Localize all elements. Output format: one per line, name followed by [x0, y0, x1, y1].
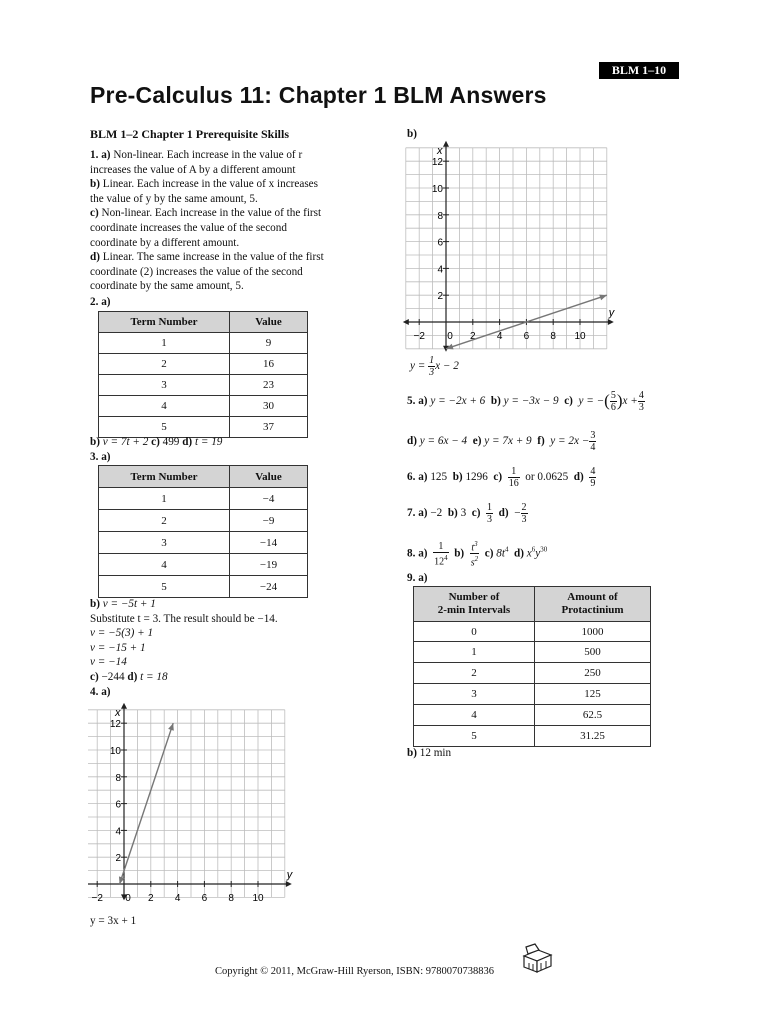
- q1-answer: 1. a) Non-linear. Each increase in the value of r increases the value of A by a different amount b) Linear. Each increase in the value of x increases the value of y by the same amount, 5. c) Non-linear. Each increase in the value of the first coordinate increases the value of the second coordinate by a different amount. d) Linear. The same increase in the value of the first coordinate (2) increases the value of the second coordinate by the same amount, 5.: [90, 149, 324, 293]
- table-row: 5 37: [99, 417, 308, 438]
- x-tick-label: 6: [201, 893, 208, 904]
- y-tick-label: 6: [115, 799, 121, 811]
- x-tick-label: −2: [413, 331, 425, 342]
- q3-header-term: Term Number: [99, 466, 230, 488]
- y-tick-label: 10: [431, 184, 443, 195]
- graph-axes: [403, 141, 614, 352]
- table-row: 5 31.25: [414, 726, 651, 747]
- y-axis-label: x: [115, 706, 121, 719]
- table-row: 1 9: [99, 333, 308, 354]
- x-tick-label: 10: [574, 331, 586, 342]
- page-title: Pre-Calculus 11: Chapter 1 BLM Answers: [90, 82, 547, 108]
- q3-label: 3. a): [90, 451, 111, 463]
- q9-header-intervals: Number of 2-min Intervals: [414, 587, 535, 622]
- y-tick-label: 4: [437, 264, 443, 276]
- x-tick-label: 8: [228, 893, 234, 904]
- x-tick-label: 8: [550, 331, 556, 342]
- graph-4a: [88, 703, 293, 915]
- table-row: 4 62.5: [414, 705, 651, 726]
- table-row: 2 −9: [99, 510, 308, 532]
- x-tick-label: 2: [470, 331, 476, 342]
- graph-4b: [402, 140, 617, 353]
- axis-arrow: [286, 881, 292, 887]
- q3-header-value: Value: [230, 466, 308, 488]
- x-tick-label: 6: [523, 331, 530, 342]
- axis-arrow: [121, 703, 127, 709]
- y-tick-label: 12: [109, 719, 121, 731]
- x-axis-label: y: [286, 869, 293, 881]
- table-row: 3 125: [414, 684, 651, 705]
- table-row: 0 1000: [414, 622, 651, 642]
- q9-b-answer: b) 12 min: [407, 747, 452, 759]
- q5-answer-line1: 5. a) y = −2x + 6 b) y = −3x − 9 c) y = −( $\frac{5}{6}$ )x + $\frac{4}{3}$: [407, 390, 644, 413]
- x-tick-label: 2: [148, 893, 154, 904]
- y-tick-label: 8: [437, 210, 443, 222]
- section-heading: BLM 1–2 Chapter 1 Prerequisite Skills: [90, 127, 290, 141]
- graph-grid: [406, 148, 607, 349]
- table-row: 4 −19: [99, 554, 308, 576]
- graph-4a-equation: y = 3x + 1: [90, 915, 137, 927]
- q8-answer: 8. a) $\frac{1}{12^4}$ b) $\frac{t^3}{s^2}$ c) $8t^4$ d) $x^6y^{30}$: [407, 540, 548, 569]
- q2-header-term: Term Number: [99, 312, 230, 333]
- q5-answer-line2: d) y = 6x − 4 e) y = 7x + 9 f) y = 2x − $\frac{3}{4}$: [407, 430, 596, 453]
- q3-solution: b) v = −5t + 1 Substitute t = 3. The result should be −14. v = −5(3) + 1 v = −15 + 1 v = −14 c) −244 d) t = 18 4. a): [90, 598, 278, 698]
- y-tick-label: 2: [115, 853, 121, 865]
- blm-badge: BLM 1–10: [599, 62, 679, 79]
- table-row: 1 500: [414, 642, 651, 663]
- graph-4b-equation: y = $\frac{1}{3}$ x − 2: [410, 355, 459, 378]
- q2-bcd: b) v = 7t + 2 c) 499 d) t = 19: [90, 436, 223, 448]
- copyright-footer: Copyright © 2011, McGraw-Hill Ryerson, ISBN: 9780070738836: [215, 966, 494, 977]
- q7-answer: 7. a) −2 b) 3 c) $\frac{1}{3}$ d) − $\frac{2}{3}$: [407, 502, 527, 525]
- x-tick-label: 4: [174, 893, 181, 904]
- table-row: 1 −4: [99, 488, 308, 510]
- q3-table: [98, 465, 308, 598]
- q2-table: [98, 311, 308, 438]
- axis-arrow: [608, 319, 614, 325]
- q2-label: 2. a): [90, 296, 111, 308]
- y-tick-label: 4: [115, 826, 121, 838]
- y-tick-label: 8: [115, 772, 121, 784]
- q4b-label: b): [407, 128, 417, 140]
- y-axis-label: x: [437, 144, 443, 157]
- x-tick-label: 10: [252, 893, 264, 904]
- x-tick-label: 0: [447, 331, 453, 342]
- q6-answer: 6. a) 125 b) 1296 c) $\frac{1}{16}$ or 0.0625 d) $\frac{4}{9}$: [407, 466, 596, 489]
- table-row: 5 −24: [99, 576, 308, 598]
- q9-table: [413, 586, 651, 747]
- x-tick-label: 4: [496, 331, 503, 342]
- x-tick-label: 0: [125, 893, 131, 904]
- table-row: 4 30: [99, 396, 308, 417]
- table-row: 3 −14: [99, 532, 308, 554]
- y-tick-label: 10: [109, 746, 121, 757]
- x-axis-label: y: [608, 307, 615, 319]
- y-tick-label: 6: [437, 237, 443, 249]
- x-tick-label: −2: [91, 893, 103, 904]
- axis-arrow: [443, 141, 449, 147]
- table-row: 2 250: [414, 663, 651, 684]
- treasure-chest-icon: [520, 942, 554, 974]
- q9-label: 9. a): [407, 572, 428, 584]
- q9-header-amount: Amount of Protactinium: [535, 587, 651, 622]
- y-tick-label: 12: [431, 157, 443, 169]
- y-tick-label: 2: [437, 291, 443, 303]
- table-row: 2 16: [99, 354, 308, 375]
- table-row: 3 23: [99, 375, 308, 396]
- q2-header-value: Value: [230, 312, 308, 333]
